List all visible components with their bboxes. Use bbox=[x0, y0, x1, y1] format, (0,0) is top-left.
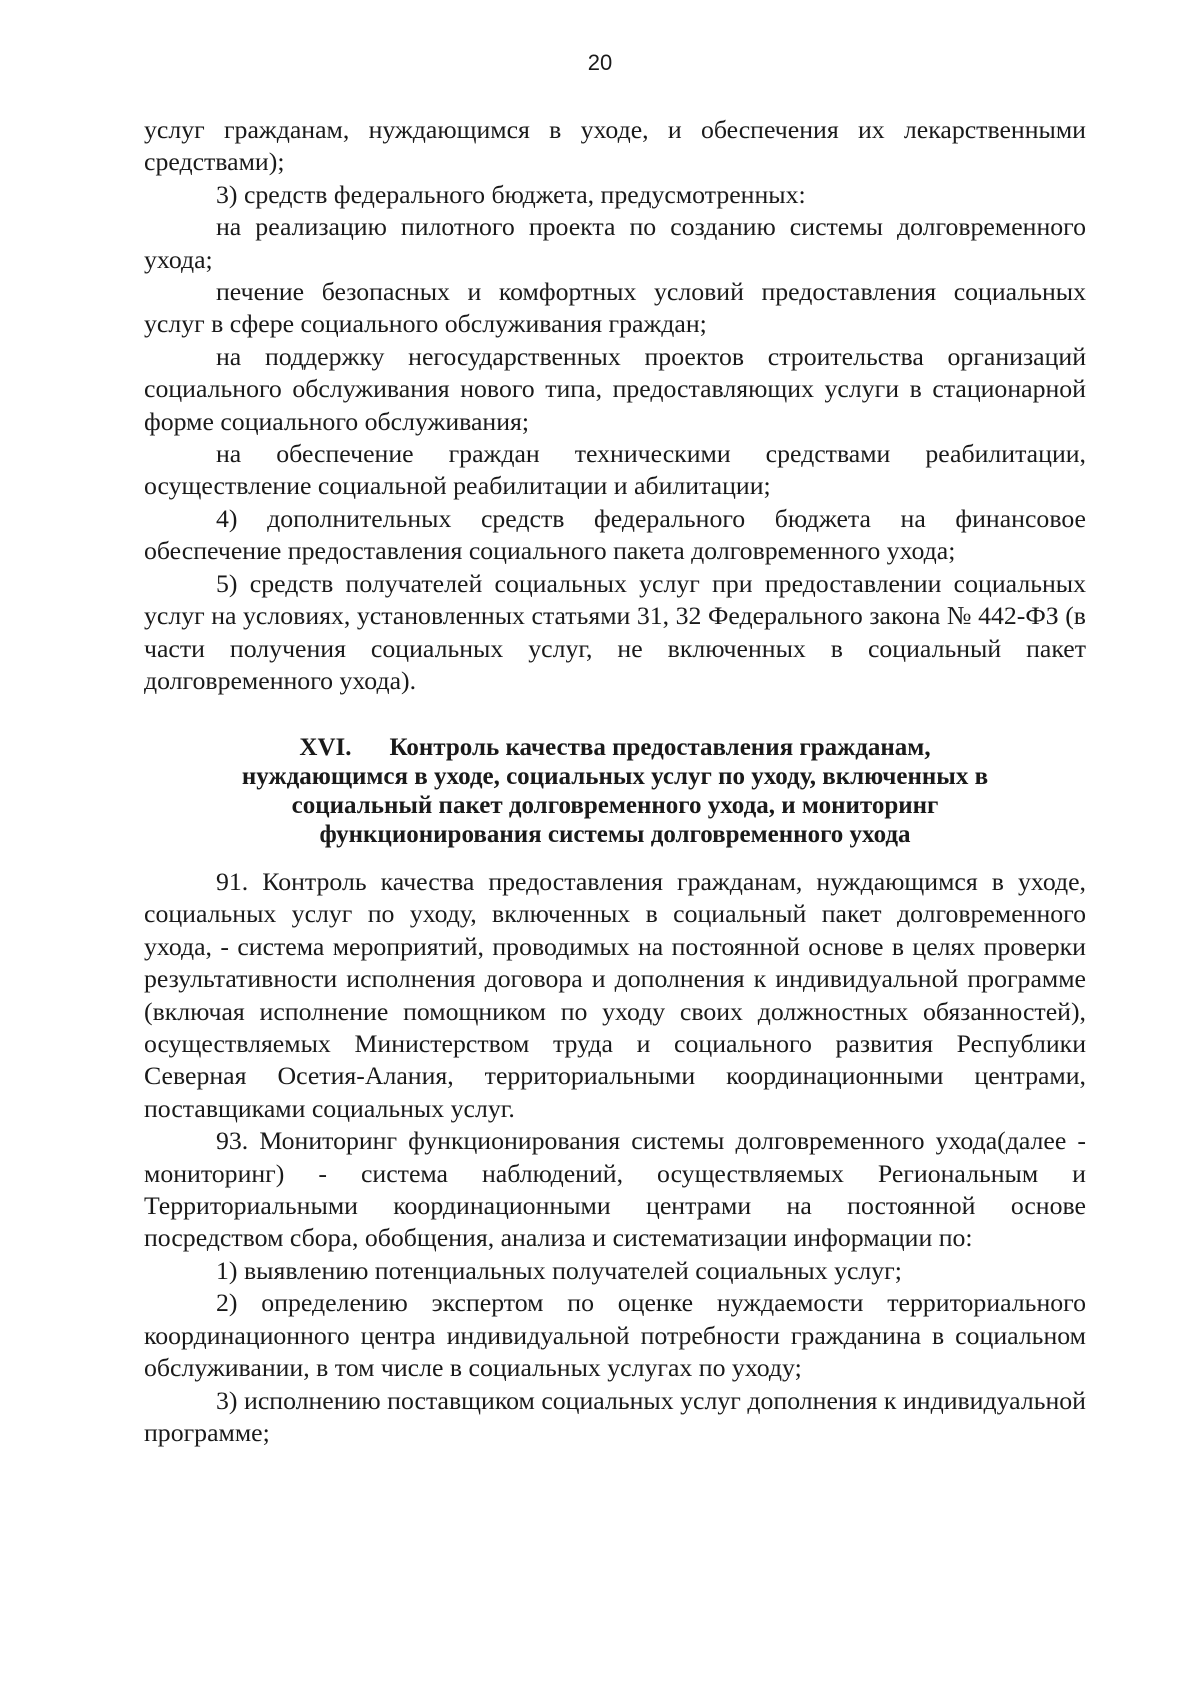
paragraph-93-item-2: 2) определению экспертом по оценке нуждаемости территориального координационного центра индивидуальной потребности гражданина в социальном обслуживании, в том числе в социальных услугах по уходу; bbox=[144, 1288, 1086, 1383]
paragraph-93: 93. Мониторинг функционирования системы долговременного ухода(далее - мониторинг) - система наблюдений, осуществляемых Региональным и Территориальными координационными центрами на постоянной основе посредством сбора, обобщения, анализа и систематизации информации по: bbox=[144, 1126, 1086, 1253]
paragraph-93-item-1: 1) выявлению потенциальных получателей социальных услуг; bbox=[216, 1255, 902, 1285]
section-heading bbox=[144, 733, 1086, 849]
paragraph-continuation: услуг гражданам, нуждающимся в уходе, и обеспечения их лекарственными средствами); bbox=[144, 115, 1086, 177]
paragraph-item-4: 4) дополнительных средств федерального бюджета на финансовое обеспечение предоставления социального пакета долговременного ухода; bbox=[144, 503, 1086, 566]
paragraph-pilot-project: на реализацию пилотного проекта по созданию системы долговременного ухода; bbox=[144, 212, 1086, 274]
section-heading-line-2: нуждающимся в уходе, социальных услуг по уходу, включенных в bbox=[241, 763, 989, 790]
paragraph-91: 91. Контроль качества предоставления гражданам, нуждающимся в уходе, социальных услуг по уходу, включенных в социальный пакет долговременного ухода, - система мероприятий, проводимых на постоянной основе в целях проверки результативности исполнения договора и дополнения к индивидуальной программе (включая исполнение помощником по уходу своих должностных обязанностей), осуществляемых Министерством труда и социального развития Республики Северная Осетия-Алания, территориальными координационными центрами, поставщиками социальных услуг. bbox=[144, 867, 1086, 1123]
section-heading-line-4: функционирования системы долговременного ухода bbox=[319, 821, 911, 848]
section-heading-line-3: социальный пакет долговременного ухода, и мониторинг bbox=[291, 792, 939, 819]
top-text-block bbox=[144, 114, 1086, 697]
paragraph-item-5: 5) средств получателей социальных услуг при предоставлении социальных услуг на условиях, установленных статьями 31, 32 Федерального закона № 442-ФЗ (в части получения социальных услуг, не включенных в социальный пакет долговременного ухода). bbox=[144, 568, 1086, 695]
paragraph-rehabilitation: на обеспечение граждан техническими средствами реабилитации, осуществление социальной реабилитации и абилитации; bbox=[144, 439, 1086, 501]
section-heading-line-1: XVI. Контроль качества предоставления гражданам, bbox=[299, 734, 931, 761]
section-number: XVI. bbox=[299, 734, 352, 761]
paragraph-nongov-projects: на поддержку негосударственных проектов строительства организаций социального обслуживания нового типа, предоставляющих услуги в стационарной форме социального обслуживания; bbox=[144, 341, 1086, 436]
paragraph-safe-conditions: печение безопасных и комфортных условий предоставления социальных услуг в сфере социального обслуживания граждан; bbox=[144, 277, 1086, 339]
paragraph-93-item-3: 3) исполнению поставщиком социальных услуг дополнения к индивидуальной программе; bbox=[144, 1385, 1086, 1447]
page-number: 20 bbox=[587, 50, 613, 75]
paragraph-item-3: 3) средств федерального бюджета, предусмотренных: bbox=[216, 179, 806, 209]
bottom-text-block bbox=[144, 866, 1086, 1449]
